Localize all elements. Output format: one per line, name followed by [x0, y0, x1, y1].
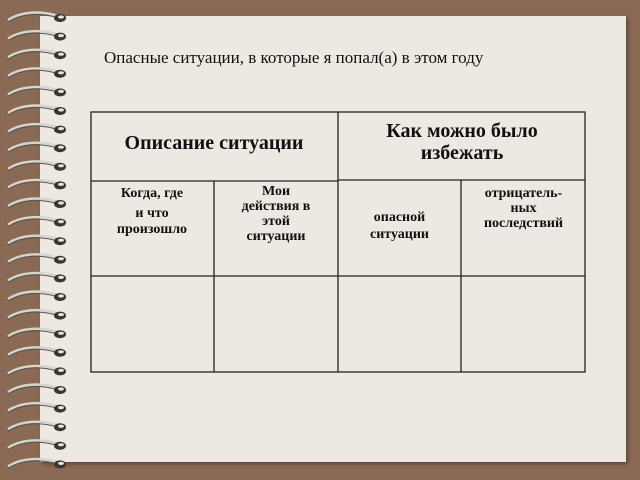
- sub-when-line1: Когда, где: [120, 186, 184, 201]
- binding-ring-highlight: [58, 239, 64, 242]
- sub-dangerous-situation: [338, 211, 461, 242]
- sub-my-actions: [214, 185, 338, 244]
- sub-danger-line1: опасной: [373, 210, 426, 225]
- binding-ring-highlight: [58, 332, 64, 335]
- sub-danger-line2: ситуации: [370, 227, 429, 242]
- situation-table: [90, 111, 586, 373]
- sub-actions-line2: действия в: [241, 199, 311, 214]
- sub-when-line2: и что: [135, 206, 169, 221]
- empty-cell-negative[interactable]: [461, 277, 586, 371]
- sub-actions-line4: ситуации: [246, 229, 306, 244]
- header-avoid: [338, 121, 586, 163]
- slide-title: Опасные ситуации, в которые я попал(а) в этом году: [104, 48, 484, 67]
- sub-actions-line1: Мои: [261, 184, 291, 199]
- empty-cell-danger[interactable]: [338, 277, 461, 371]
- header-avoid-line1: Как можно было: [386, 120, 538, 142]
- sub-when-line3: произошло: [116, 222, 188, 237]
- binding-ring-highlight: [58, 108, 64, 111]
- binding-ring-highlight: [58, 201, 64, 204]
- binding-ring-highlight: [58, 350, 64, 353]
- sub-neg-line3: последствий: [483, 216, 564, 231]
- binding-ring-highlight: [58, 313, 64, 316]
- binding-ring-highlight: [58, 164, 64, 167]
- empty-cell-when[interactable]: [90, 277, 214, 371]
- header-description: Описание ситуации: [124, 132, 304, 154]
- binding-ring-highlight: [58, 220, 64, 223]
- binding-ring-highlight: [58, 90, 64, 93]
- binding-ring-highlight: [58, 294, 64, 297]
- binding-ring-highlight: [58, 71, 64, 74]
- binding-ring-highlight: [58, 462, 64, 465]
- empty-cell-actions[interactable]: [214, 277, 338, 371]
- binding-ring-highlight: [58, 276, 64, 279]
- binding-ring-highlight: [58, 443, 64, 446]
- sub-negative-consequences: [461, 187, 586, 231]
- header-avoid-line2: избежать: [420, 142, 504, 164]
- binding-ring-highlight: [58, 183, 64, 186]
- binding-ring-highlight: [58, 15, 64, 18]
- spiral-binding-icon: [0, 8, 80, 478]
- binding-ring-highlight: [58, 387, 64, 390]
- binding-ring-highlight: [58, 146, 64, 149]
- binding-ring-highlight: [58, 53, 64, 56]
- binding-ring-highlight: [58, 127, 64, 130]
- sub-when-where: [90, 187, 214, 237]
- binding-ring-highlight: [58, 425, 64, 428]
- binding-ring-highlight: [58, 257, 64, 260]
- binding-ring-highlight: [58, 34, 64, 37]
- binding-ring-highlight: [58, 369, 64, 372]
- sub-neg-line1: отрицатель-: [484, 186, 563, 201]
- sub-actions-line3: этой: [262, 214, 290, 229]
- binding-ring-highlight: [58, 406, 64, 409]
- sub-neg-line2: ных: [510, 201, 537, 216]
